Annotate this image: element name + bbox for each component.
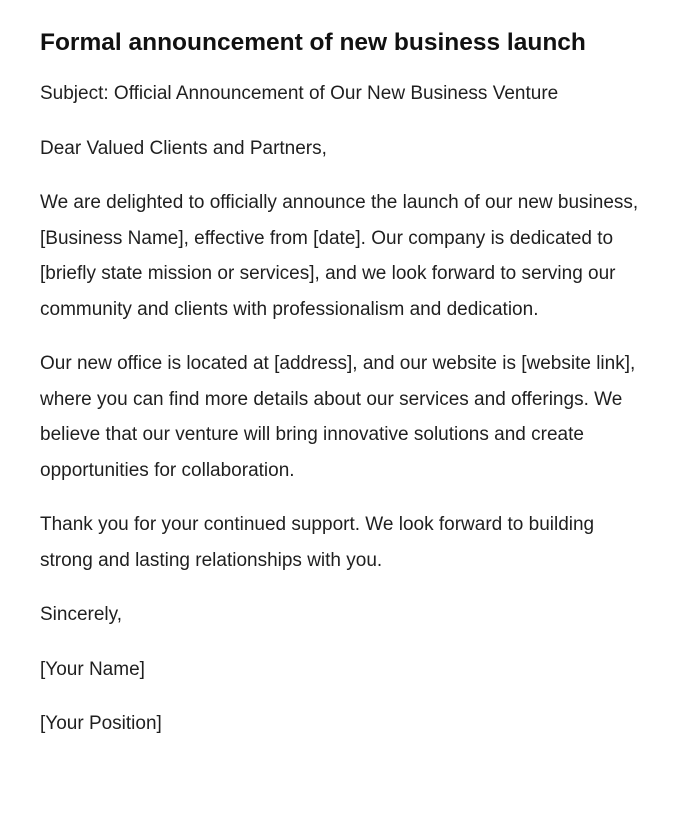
page-title: Formal announcement of new business launch xyxy=(40,29,586,56)
salutation: Dear Valued Clients and Partners, xyxy=(40,137,327,159)
body-paragraph-2: Our new office is located at [address], and our website is [website link], where you can find more details about our services and offerings. We believe that our venture will bring innovative solutions and create opportunities for collaboration. xyxy=(40,353,636,481)
closing: Sincerely, xyxy=(40,604,123,626)
signature-position: [Your Position] xyxy=(40,713,162,735)
signature-name: [Your Name] xyxy=(40,658,145,680)
body-paragraph-3: Thank you for your continued support. We look forward to building strong and lasting relationships with you. xyxy=(40,514,595,571)
body-paragraph-1: We are delighted to officially announce the launch of our new business, [Business Name], effective from [date]. Our company is dedicated to [briefly state mission or services], and we look forward to serving our community and clients with professionalism and dedication. xyxy=(40,192,639,320)
subject-line: Subject: Official Announcement of Our New Business Venture xyxy=(40,83,559,105)
